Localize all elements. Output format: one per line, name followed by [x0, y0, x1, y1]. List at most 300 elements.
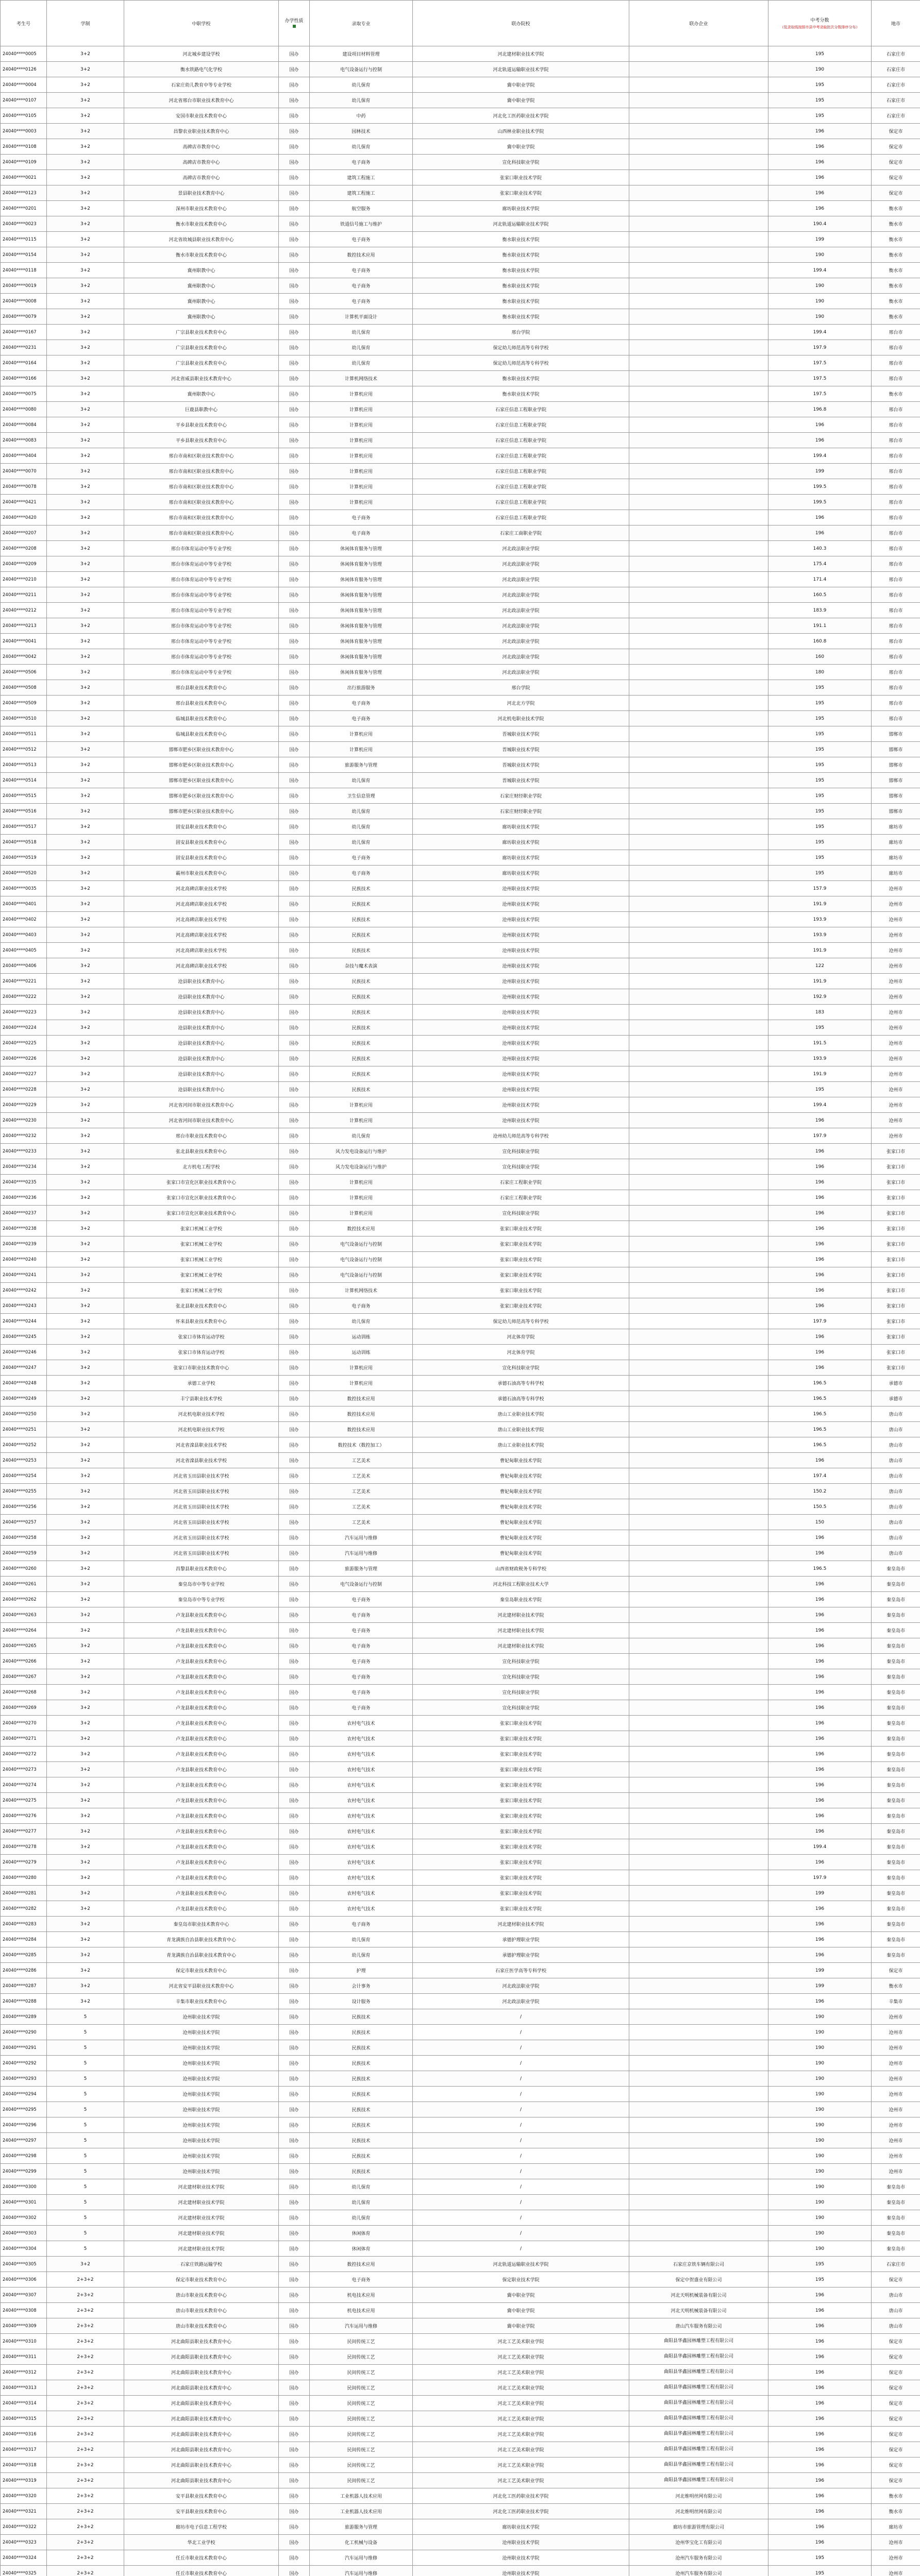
cell-college: /: [413, 2117, 629, 2133]
cell-nature: 国办: [279, 1577, 310, 1592]
cell-school: 河北建材职业技术学院: [124, 2195, 279, 2210]
cell-nature: 国办: [279, 46, 310, 62]
cell-school: 邢台市南和区职业技术教育中心: [124, 526, 279, 541]
cell-nature: 国办: [279, 1406, 310, 1422]
cell-score: 196: [768, 1190, 872, 1206]
cell-school: 河北建材职业技术学院: [124, 2226, 279, 2241]
table-row: [1, 1066, 920, 1082]
cell-score: 190: [768, 278, 872, 294]
cell-system: 3+2: [47, 526, 124, 541]
cell-major: 机电技术应用: [310, 2287, 413, 2303]
cell-city: 邢台市: [872, 680, 920, 696]
cell-enterprise: [629, 386, 768, 402]
cell-city: 唐山市: [872, 1422, 920, 1437]
cell-score: 196: [768, 1994, 872, 2009]
cell-nature: 国办: [279, 757, 310, 773]
cell-major: 电子商务: [310, 510, 413, 526]
cell-score: 195: [768, 742, 872, 757]
cell-city: 唐山市: [872, 1406, 920, 1422]
cell-city: 张家口市: [872, 1267, 920, 1283]
cell-school: 卢龙县职业技术教育中心: [124, 1793, 279, 1808]
cell-college: 晋城职业技术学院: [413, 742, 629, 757]
cell-school: 河北高碑店职业技术学校: [124, 927, 279, 943]
cell-nature: 国办: [279, 1978, 310, 1994]
cell-id: 24040****0402: [1, 912, 47, 927]
cell-score: 199.5: [768, 479, 872, 495]
table-row: [1, 263, 920, 278]
cell-school: 河北曲阳县职业技术教育中心: [124, 2365, 279, 2380]
cell-score: 191.9: [768, 943, 872, 958]
cell-college: 保定幼儿师范高等专科学校: [413, 340, 629, 355]
cell-nature: 国办: [279, 1206, 310, 1221]
table-row: [1, 603, 920, 618]
cell-city: 唐山市: [872, 1546, 920, 1561]
cell-city: 沧州市: [872, 912, 920, 927]
cell-score: 195: [768, 819, 872, 835]
table-row: [1, 2025, 920, 2040]
cell-major: 休闲体育服务与管理: [310, 556, 413, 572]
cell-enterprise: [629, 1175, 768, 1190]
cell-id: 24040****0300: [1, 2179, 47, 2195]
table-row: [1, 2519, 920, 2535]
cell-college: 张家口职业技术学院: [413, 1777, 629, 1793]
cell-enterprise: [629, 1391, 768, 1406]
cell-college: 张家口职业技术学院: [413, 1839, 629, 1855]
cell-major: 电子商务: [310, 294, 413, 309]
cell-school: 河北省玉田县职业技术学校: [124, 1515, 279, 1530]
table-row: [1, 201, 920, 216]
cell-school: 沧县职业技术教育中心: [124, 1051, 279, 1066]
cell-major: 幼儿保育: [310, 2210, 413, 2226]
cell-enterprise: [629, 479, 768, 495]
cell-system: 3+2: [47, 757, 124, 773]
cell-school: 安平县职业技术教育中心: [124, 2488, 279, 2504]
table-row: [1, 2458, 920, 2473]
cell-enterprise: [629, 1267, 768, 1283]
cell-id: 24040****0035: [1, 881, 47, 896]
cell-nature: 国办: [279, 77, 310, 93]
cell-nature: 国办: [279, 618, 310, 634]
cell-college: 曹妃甸职业技术学院: [413, 1484, 629, 1499]
cell-system: 3+2: [47, 1716, 124, 1731]
cell-college: 唐山工业职业技术学院: [413, 1437, 629, 1453]
cell-id: 24040****0287: [1, 1978, 47, 1994]
cell-system: 3+2: [47, 1082, 124, 1097]
table-row: [1, 1855, 920, 1870]
cell-system: 3+2: [47, 1036, 124, 1051]
cell-major: 民间传统工艺: [310, 2427, 413, 2442]
table-row: [1, 2102, 920, 2117]
cell-score: 196: [768, 170, 872, 185]
cell-college: 石家庄信息工程职业学院: [413, 448, 629, 464]
cell-nature: 国办: [279, 2442, 310, 2458]
cell-major: 建筑工程施工: [310, 185, 413, 201]
cell-score: 196: [768, 2318, 872, 2334]
cell-major: 幼儿保育: [310, 139, 413, 155]
cell-enterprise: [629, 1468, 768, 1484]
cell-id: 24040****0080: [1, 402, 47, 417]
cell-city: 唐山市: [872, 2303, 920, 2318]
cell-college: 张家口职业技术学院: [413, 1298, 629, 1314]
cell-school: 巨鹿县职教中心: [124, 402, 279, 417]
table-row: [1, 417, 920, 433]
cell-score: 195: [768, 866, 872, 881]
table-row: [1, 155, 920, 170]
cell-id: 24040****0243: [1, 1298, 47, 1314]
table-row: [1, 757, 920, 773]
cell-college: 衡水职业技术学院: [413, 278, 629, 294]
cell-college: 邢台学院: [413, 325, 629, 340]
cell-id: 24040****0245: [1, 1329, 47, 1345]
header-major: 录取专业: [310, 1, 413, 46]
cell-system: 3+2: [47, 1437, 124, 1453]
cell-score: 191.9: [768, 1066, 872, 1082]
cell-city: 保定市: [872, 124, 920, 139]
cell-school: 卢龙县职业技术教育中心: [124, 1901, 279, 1917]
table-row: [1, 2365, 920, 2380]
cell-nature: 国办: [279, 185, 310, 201]
cell-nature: 国办: [279, 2210, 310, 2226]
cell-score: 195: [768, 93, 872, 108]
cell-school: 卢龙县职业技术教育中心: [124, 1685, 279, 1700]
cell-nature: 国办: [279, 1298, 310, 1314]
cell-school: 河北曲阳县职业技术教育中心: [124, 2396, 279, 2411]
table-row: [1, 1700, 920, 1716]
cell-major: 计算机网络技术: [310, 1283, 413, 1298]
cell-id: 24040****0320: [1, 2488, 47, 2504]
cell-school: 河北机电职业技术学校: [124, 1422, 279, 1437]
cell-city: 衡水市: [872, 216, 920, 232]
cell-enterprise: [629, 1345, 768, 1360]
cell-system: 3+2: [47, 572, 124, 587]
cell-city: 沧州市: [872, 2535, 920, 2550]
cell-major: 农村电气技术: [310, 1855, 413, 1870]
cell-college: 河北建材职业技术学院: [413, 1623, 629, 1638]
cell-school: 卢龙县职业技术教育中心: [124, 1638, 279, 1654]
cell-id: 24040****0118: [1, 263, 47, 278]
cell-nature: 国办: [279, 2087, 310, 2102]
cell-score: 191.5: [768, 1036, 872, 1051]
cell-nature: 国办: [279, 1066, 310, 1082]
cell-college: 河北政法职业学院: [413, 556, 629, 572]
cell-major: 民族技术: [310, 974, 413, 989]
cell-city: 秦皇岛市: [872, 1654, 920, 1669]
cell-enterprise: [629, 1546, 768, 1561]
cell-system: 3+2: [47, 1376, 124, 1391]
table-row: [1, 216, 920, 232]
table-row: [1, 2148, 920, 2164]
cell-id: 24040****0260: [1, 1561, 47, 1577]
cell-major: 民间传统工艺: [310, 2334, 413, 2349]
table-row: [1, 1391, 920, 1406]
cell-major: 休闲体育服务与管理: [310, 634, 413, 649]
cell-id: 24040****0309: [1, 2318, 47, 2334]
table-row: [1, 1221, 920, 1236]
cell-nature: 国办: [279, 510, 310, 526]
cell-school: 河北曲阳县职业技术教育中心: [124, 2458, 279, 2473]
cell-college: 张家口职业技术学院: [413, 1793, 629, 1808]
cell-system: 3+2: [47, 77, 124, 93]
cell-system: 3+2: [47, 1097, 124, 1113]
header-score-label: 中考分数: [810, 18, 829, 23]
cell-city: 承德市: [872, 1391, 920, 1406]
cell-college: 沧州职业技术学院: [413, 2535, 629, 2550]
cell-system: 3+2: [47, 1530, 124, 1546]
cell-score: 199.4: [768, 263, 872, 278]
cell-nature: 国办: [279, 2179, 310, 2195]
cell-system: 3+2: [47, 1731, 124, 1747]
cell-id: 24040****0246: [1, 1345, 47, 1360]
cell-nature: 国办: [279, 958, 310, 974]
cell-score: 157.9: [768, 881, 872, 896]
cell-nature: 国办: [279, 1886, 310, 1901]
cell-enterprise: 廊坊市旅游管理有限公司: [629, 2519, 768, 2535]
cell-id: 24040****0510: [1, 711, 47, 726]
cell-system: 3+2: [47, 1561, 124, 1577]
cell-city: 沧州市: [872, 2117, 920, 2133]
table-row: [1, 448, 920, 464]
cell-college: 沧州职业技术学院: [413, 1066, 629, 1082]
cell-system: 3+2: [47, 1360, 124, 1376]
cell-system: 5: [47, 2148, 124, 2164]
cell-system: 5: [47, 2040, 124, 2056]
cell-nature: 国办: [279, 912, 310, 927]
table-row: [1, 1793, 920, 1808]
cell-nature: 国办: [279, 139, 310, 155]
cell-college: /: [413, 2133, 629, 2148]
cell-nature: 国办: [279, 1051, 310, 1066]
cell-major: 民间传统工艺: [310, 2349, 413, 2365]
cell-score: 190: [768, 2087, 872, 2102]
cell-nature: 国办: [279, 927, 310, 943]
cell-college: 曹妃甸职业技术学院: [413, 1453, 629, 1468]
cell-nature: 国办: [279, 556, 310, 572]
cell-system: 3+2: [47, 618, 124, 634]
table-row: [1, 1577, 920, 1592]
cell-score: 195: [768, 835, 872, 850]
cell-nature: 国办: [279, 1994, 310, 2009]
cell-major: 幼儿保育: [310, 2195, 413, 2210]
cell-school: 冀州职教中心: [124, 263, 279, 278]
cell-college: 河北化工医药职业技术学院: [413, 2504, 629, 2519]
cell-enterprise: [629, 1994, 768, 2009]
cell-system: 2+3+2: [47, 2519, 124, 2535]
table-row: [1, 1484, 920, 1499]
cell-enterprise: [629, 417, 768, 433]
cell-score: 196: [768, 433, 872, 448]
cell-major: 民族技术: [310, 1051, 413, 1066]
cell-school: 张家口机械工业学校: [124, 1252, 279, 1267]
cell-major: 汽车运用与维修: [310, 2566, 413, 2576]
cell-city: 沧州市: [872, 2148, 920, 2164]
cell-nature: 国办: [279, 309, 310, 325]
cell-score: 190: [768, 247, 872, 263]
cell-college: 沧州职业技术学院: [413, 912, 629, 927]
cell-city: 沧州市: [872, 943, 920, 958]
cell-score: 196: [768, 2519, 872, 2535]
cell-system: 3+2: [47, 371, 124, 386]
cell-city: 秦皇岛市: [872, 1777, 920, 1793]
cell-major: 计算机应用: [310, 1097, 413, 1113]
cell-id: 24040****0310: [1, 2334, 47, 2349]
cell-school: 廊坊市电子信息工程学校: [124, 2519, 279, 2535]
filter-flag-icon[interactable]: [293, 25, 296, 28]
cell-nature: 国办: [279, 1669, 310, 1685]
cell-system: 3+2: [47, 1051, 124, 1066]
cell-major: 农村电气技术: [310, 1762, 413, 1777]
cell-major: 民间传统工艺: [310, 2380, 413, 2396]
cell-college: 河北体育学院: [413, 1345, 629, 1360]
cell-city: 张家口市: [872, 1206, 920, 1221]
cell-school: 张家口市宣化区职业技术教育中心: [124, 1190, 279, 1206]
cell-college: 冀中职业学院: [413, 77, 629, 93]
cell-school: 临城县职业技术教育中心: [124, 726, 279, 742]
cell-school: 衡水铁路电气化学校: [124, 62, 279, 77]
cell-score: 199.4: [768, 1839, 872, 1855]
cell-score: 196.5: [768, 1376, 872, 1391]
cell-college: 沧州职业技术学院: [413, 943, 629, 958]
cell-enterprise: [629, 1808, 768, 1824]
cell-score: 196.5: [768, 1422, 872, 1437]
cell-city: 保定市: [872, 139, 920, 155]
cell-major: 民间传统工艺: [310, 2411, 413, 2427]
cell-college: /: [413, 2040, 629, 2056]
cell-enterprise: [629, 1051, 768, 1066]
cell-college: 河北建材职业技术学院: [413, 46, 629, 62]
cell-system: 2+3+2: [47, 2411, 124, 2427]
cell-score: 196: [768, 1592, 872, 1607]
table-row: [1, 1175, 920, 1190]
table-row: [1, 1036, 920, 1051]
table-row: [1, 1314, 920, 1329]
cell-enterprise: [629, 1406, 768, 1422]
cell-nature: 国办: [279, 155, 310, 170]
table-row: [1, 46, 920, 62]
cell-school: 河北省河间市职业技术教育中心: [124, 1097, 279, 1113]
cell-nature: 国办: [279, 1422, 310, 1437]
cell-school: 邯郸市肥乡区职业技术教育中心: [124, 742, 279, 757]
cell-nature: 国办: [279, 2519, 310, 2535]
table-row: [1, 185, 920, 201]
cell-major: 数控技术应用: [310, 1406, 413, 1422]
cell-school: 沧州职业技术学院: [124, 2117, 279, 2133]
cell-enterprise: 河北维明丝网有限公司: [629, 2488, 768, 2504]
cell-major: 农村电气技术: [310, 1716, 413, 1731]
cell-score: 150: [768, 1515, 872, 1530]
table-row: [1, 1870, 920, 1886]
cell-score: 195: [768, 788, 872, 804]
cell-college: 张家口职业技术学院: [413, 185, 629, 201]
cell-id: 24040****0251: [1, 1422, 47, 1437]
cell-system: 3+2: [47, 665, 124, 680]
cell-id: 24040****0238: [1, 1221, 47, 1236]
cell-city: 沧州市: [872, 881, 920, 896]
cell-college: 宣化科技职业学院: [413, 1685, 629, 1700]
cell-college: 张家口职业技术学院: [413, 1252, 629, 1267]
cell-college: 宣化科技职业学院: [413, 1360, 629, 1376]
cell-system: 3+2: [47, 1283, 124, 1298]
cell-major: 卫生信息管理: [310, 788, 413, 804]
cell-id: 24040****0232: [1, 1128, 47, 1144]
cell-system: 2+3+2: [47, 2442, 124, 2458]
cell-enterprise: [629, 1901, 768, 1917]
cell-major: 民族技术: [310, 1036, 413, 1051]
cell-enterprise: [629, 1577, 768, 1592]
table-row: [1, 1437, 920, 1453]
cell-major: 民族技术: [310, 2117, 413, 2133]
cell-system: 3+2: [47, 433, 124, 448]
cell-school: 沧县职业技术教育中心: [124, 1066, 279, 1082]
table-body: [1, 46, 920, 2576]
cell-id: 24040****0406: [1, 958, 47, 974]
cell-city: 石家庄市: [872, 93, 920, 108]
cell-city: 秦皇岛市: [872, 1886, 920, 1901]
cell-college: /: [413, 2226, 629, 2241]
cell-city: 邯郸市: [872, 757, 920, 773]
table-row: [1, 572, 920, 587]
cell-city: 秦皇岛市: [872, 2241, 920, 2257]
cell-system: 3+2: [47, 958, 124, 974]
cell-id: 24040****0021: [1, 170, 47, 185]
cell-city: 保定市: [872, 2334, 920, 2349]
cell-id: 24040****0075: [1, 386, 47, 402]
cell-id: 24040****0317: [1, 2442, 47, 2458]
cell-major: 计算机应用: [310, 1376, 413, 1391]
cell-school: 河北建材职业技术学院: [124, 2210, 279, 2226]
cell-id: 24040****0154: [1, 247, 47, 263]
cell-nature: 国办: [279, 1020, 310, 1036]
cell-city: 沧州市: [872, 1128, 920, 1144]
cell-id: 24040****0280: [1, 1870, 47, 1886]
cell-city: 张家口市: [872, 1236, 920, 1252]
table-row: [1, 1376, 920, 1391]
cell-system: 2+3+2: [47, 2535, 124, 2550]
cell-id: 24040****0241: [1, 1267, 47, 1283]
cell-id: 24040****0269: [1, 1700, 47, 1716]
cell-score: 196: [768, 124, 872, 139]
cell-nature: 国办: [279, 93, 310, 108]
cell-id: 24040****0208: [1, 541, 47, 556]
cell-nature: 国办: [279, 1283, 310, 1298]
cell-school: 河北省故城县职业技术教育中心: [124, 232, 279, 247]
cell-id: 24040****0258: [1, 1530, 47, 1546]
cell-school: 沧县职业技术教育中心: [124, 1082, 279, 1097]
cell-major: 建设项目材料管理: [310, 46, 413, 62]
cell-college: 廊坊职业技术学院: [413, 866, 629, 881]
cell-id: 24040****0294: [1, 2087, 47, 2102]
table-row: [1, 1886, 920, 1901]
table-row: [1, 1267, 920, 1283]
cell-school: 冀州职教中心: [124, 386, 279, 402]
cell-nature: 国办: [279, 1144, 310, 1159]
cell-enterprise: 沧州汽车服务有限公司: [629, 2550, 768, 2566]
cell-id: 24040****0108: [1, 139, 47, 155]
cell-nature: 国办: [279, 2241, 310, 2257]
cell-major: 幼儿保育: [310, 1128, 413, 1144]
cell-system: 5: [47, 2133, 124, 2148]
cell-nature: 国办: [279, 587, 310, 603]
cell-major: 电子商务: [310, 1623, 413, 1638]
cell-enterprise: [629, 77, 768, 93]
cell-system: 3+2: [47, 850, 124, 866]
cell-college: 河北建材职业技术学院: [413, 1607, 629, 1623]
cell-college: 曹妃甸职业技术学院: [413, 1468, 629, 1484]
table-row: [1, 2318, 920, 2334]
cell-enterprise: [629, 1870, 768, 1886]
cell-nature: 国办: [279, 1159, 310, 1175]
cell-city: 邢台市: [872, 402, 920, 417]
cell-nature: 国办: [279, 2488, 310, 2504]
